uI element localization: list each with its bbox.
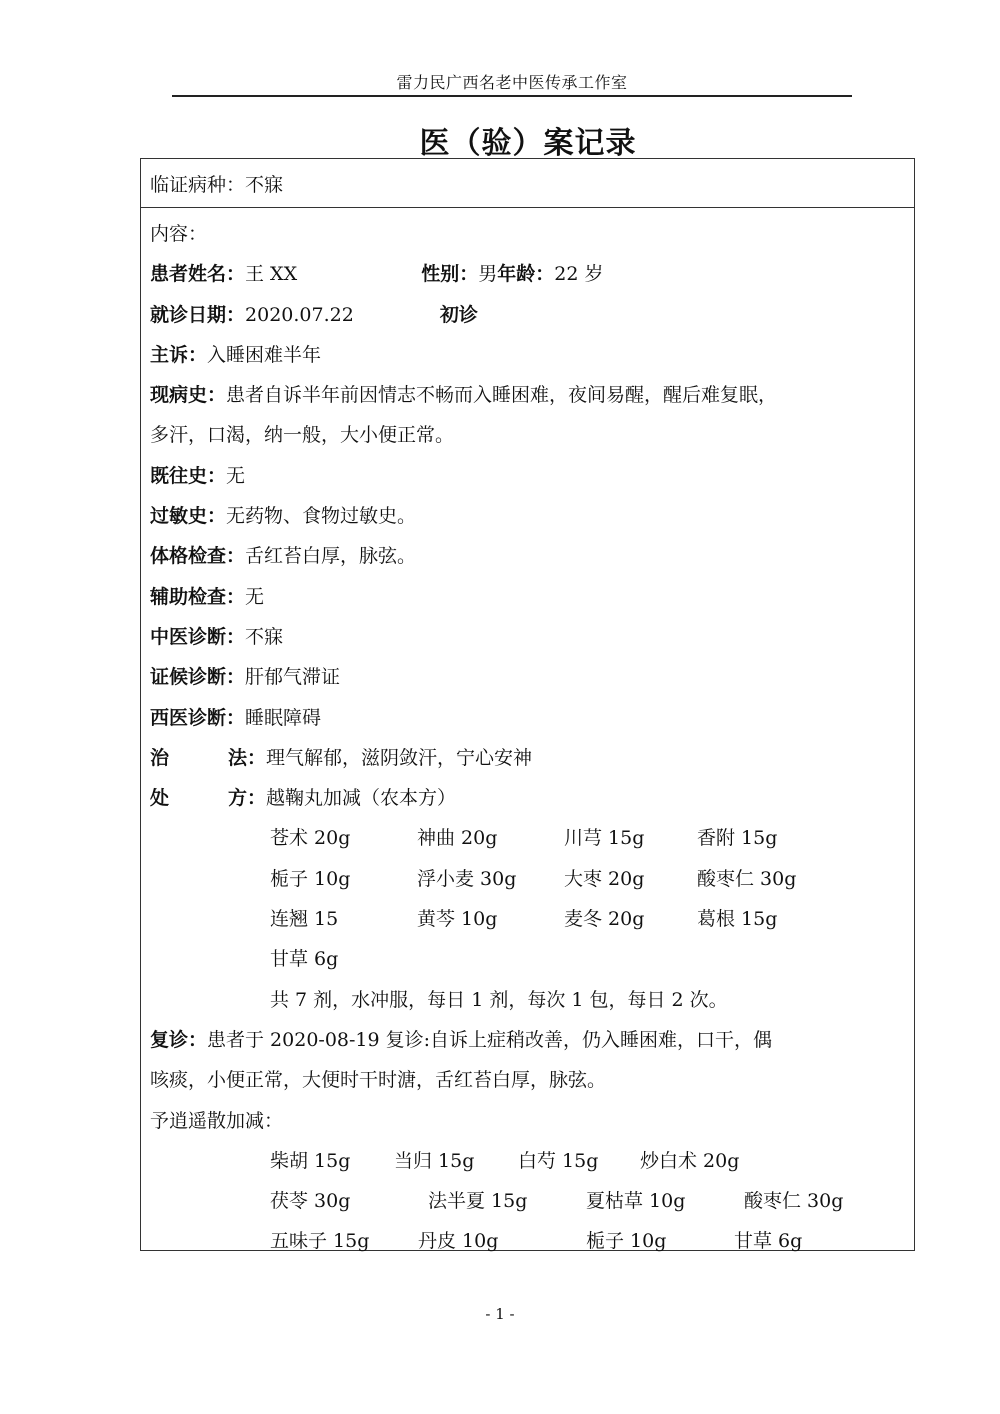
follow-up-herb-row (150, 1221, 906, 1261)
tcm-diagnosis-line (150, 617, 906, 657)
physical-exam-label: 体格检查： (150, 545, 246, 568)
patient-name-label: 患者姓名： (150, 263, 246, 286)
follow-up-line-1 (150, 1020, 906, 1060)
aux-exam-label: 辅助检查： (150, 585, 246, 608)
follow-up-formula: 予逍遥散加减： (150, 1109, 284, 1132)
content-label-line (150, 214, 906, 254)
herb-item: 酸枣仁 30g (744, 1190, 844, 1213)
prescription-herb-row (150, 818, 906, 858)
gender-value: 男 (478, 263, 498, 286)
page-header: 雷力民广西名老中医传承工作室 (396, 73, 628, 92)
visit-type: 初诊 (439, 303, 478, 326)
document-title: 医（验）案记录 (419, 126, 637, 161)
follow-up-line-2 (150, 1060, 906, 1100)
herb-item: 夏枯草 10g (586, 1190, 686, 1213)
chief-complaint-label: 主诉： (150, 343, 208, 366)
age-value: 22 岁 (554, 263, 604, 286)
disease-label: 临证病种： (150, 173, 246, 196)
gender-label: 性别： (421, 263, 479, 286)
herb-item: 五味子 15g (270, 1230, 370, 1253)
herb-item: 茯苓 30g (270, 1190, 351, 1213)
western-diagnosis-line (150, 698, 906, 738)
herb-item: 苍术 20g (270, 827, 351, 850)
herb-item: 法半夏 15g (428, 1190, 528, 1213)
follow-up-formula-line (150, 1101, 906, 1141)
chief-complaint-value: 入睡困难半年 (207, 343, 322, 366)
aux-exam-line (150, 577, 906, 617)
past-history-label: 既往史： (150, 464, 227, 487)
prescription-usage-line (150, 980, 906, 1020)
follow-up-text-1: 患者于 2020-08-19 复诊:自诉上症稍改善，仍入睡困难，口干，偶 (207, 1028, 773, 1051)
disease-value: 不寐 (245, 173, 284, 196)
disease-row (141, 159, 914, 208)
herb-item: 甘草 6g (270, 948, 339, 971)
chief-complaint-line (150, 335, 906, 375)
prescription-herb-row (150, 859, 906, 899)
herb-item: 白芍 15g (518, 1149, 599, 1172)
present-illness-label: 现病史： (150, 384, 227, 407)
herb-item: 甘草 6g (734, 1230, 803, 1253)
prescription-usage: 共 7 剂，水冲服，每日 1 剂，每次 1 包，每日 2 次。 (270, 988, 728, 1011)
present-illness-line-1 (150, 375, 906, 415)
aux-exam-value: 无 (245, 585, 265, 608)
syndrome-diagnosis-label: 证候诊断： (150, 666, 246, 689)
herb-item: 大枣 20g (564, 867, 645, 890)
herb-item: 香附 15g (697, 827, 778, 850)
western-diagnosis-label: 西医诊断： (150, 706, 246, 729)
past-history-line (150, 456, 906, 496)
herb-item: 炒白术 20g (640, 1149, 740, 1172)
herb-item: 黄芩 10g (417, 908, 498, 931)
content-label: 内容： (150, 223, 208, 245)
syndrome-diagnosis-line (150, 657, 906, 697)
present-illness-line-2 (150, 415, 906, 455)
herb-item: 连翘 15 (270, 908, 339, 931)
herb-item: 丹皮 10g (418, 1230, 499, 1253)
allergy-label: 过敏史： (150, 505, 227, 528)
record-content (141, 208, 914, 1262)
herb-item: 当归 15g (394, 1149, 475, 1172)
treatment-value: 理气解郁，滋阴敛汗，宁心安神 (266, 746, 533, 769)
tcm-diagnosis-label: 中医诊断： (150, 625, 246, 648)
treatment-line (150, 738, 906, 778)
syndrome-diagnosis-value: 肝郁气滞证 (245, 666, 341, 689)
prescription-label-2: 方： (228, 787, 267, 810)
prescription-herb-row (150, 899, 906, 939)
prescription-line (150, 778, 906, 818)
tcm-diagnosis-value: 不寐 (245, 625, 284, 648)
follow-up-herb-row (150, 1181, 906, 1221)
herb-item: 麦冬 20g (564, 908, 645, 931)
record-table (140, 158, 915, 1251)
visit-date-value: 2020.07.22 (245, 303, 354, 326)
prescription-value: 越鞠丸加减（农本方） (266, 787, 457, 810)
follow-up-text-2: 咳痰，小便正常，大便时干时溏，舌红苔白厚，脉弦。 (150, 1069, 607, 1092)
treatment-label-1: 治 (150, 746, 170, 769)
physical-exam-line (150, 536, 906, 576)
visit-date-label: 就诊日期： (150, 303, 246, 326)
prescription-herb-row (150, 939, 906, 979)
follow-up-herb-row (150, 1141, 906, 1181)
herb-item: 栀子 10g (270, 867, 351, 890)
physical-exam-value: 舌红苔白厚，脉弦。 (245, 545, 417, 568)
herb-item: 川芎 15g (564, 827, 645, 850)
visit-line (150, 295, 906, 335)
follow-up-label: 复诊： (150, 1028, 208, 1051)
present-illness-text-1: 患者自诉半年前因情志不畅而入睡困难，夜间易醒，醒后难复眠， (226, 384, 778, 407)
age-label: 年龄： (497, 263, 555, 286)
herb-item: 柴胡 15g (270, 1149, 351, 1172)
patient-line (150, 254, 906, 294)
allergy-value: 无药物、食物过敏史。 (226, 505, 417, 528)
herb-item: 神曲 20g (417, 827, 498, 850)
allergy-line (150, 496, 906, 536)
herb-item: 葛根 15g (697, 908, 778, 931)
patient-name-value: 王 XX (245, 263, 298, 286)
herb-item: 栀子 10g (586, 1230, 667, 1253)
prescription-label-1: 处 (150, 787, 170, 810)
past-history-value: 无 (226, 464, 246, 487)
present-illness-text-2: 多汗，口渴，纳一般，大小便正常。 (150, 424, 455, 447)
page-number: - 1 - (485, 1305, 515, 1323)
treatment-label-2: 法： (228, 746, 267, 769)
western-diagnosis-value: 睡眠障碍 (245, 706, 322, 729)
herb-item: 酸枣仁 30g (697, 867, 797, 890)
herb-item: 浮小麦 30g (417, 867, 517, 890)
header-rule (172, 95, 852, 97)
